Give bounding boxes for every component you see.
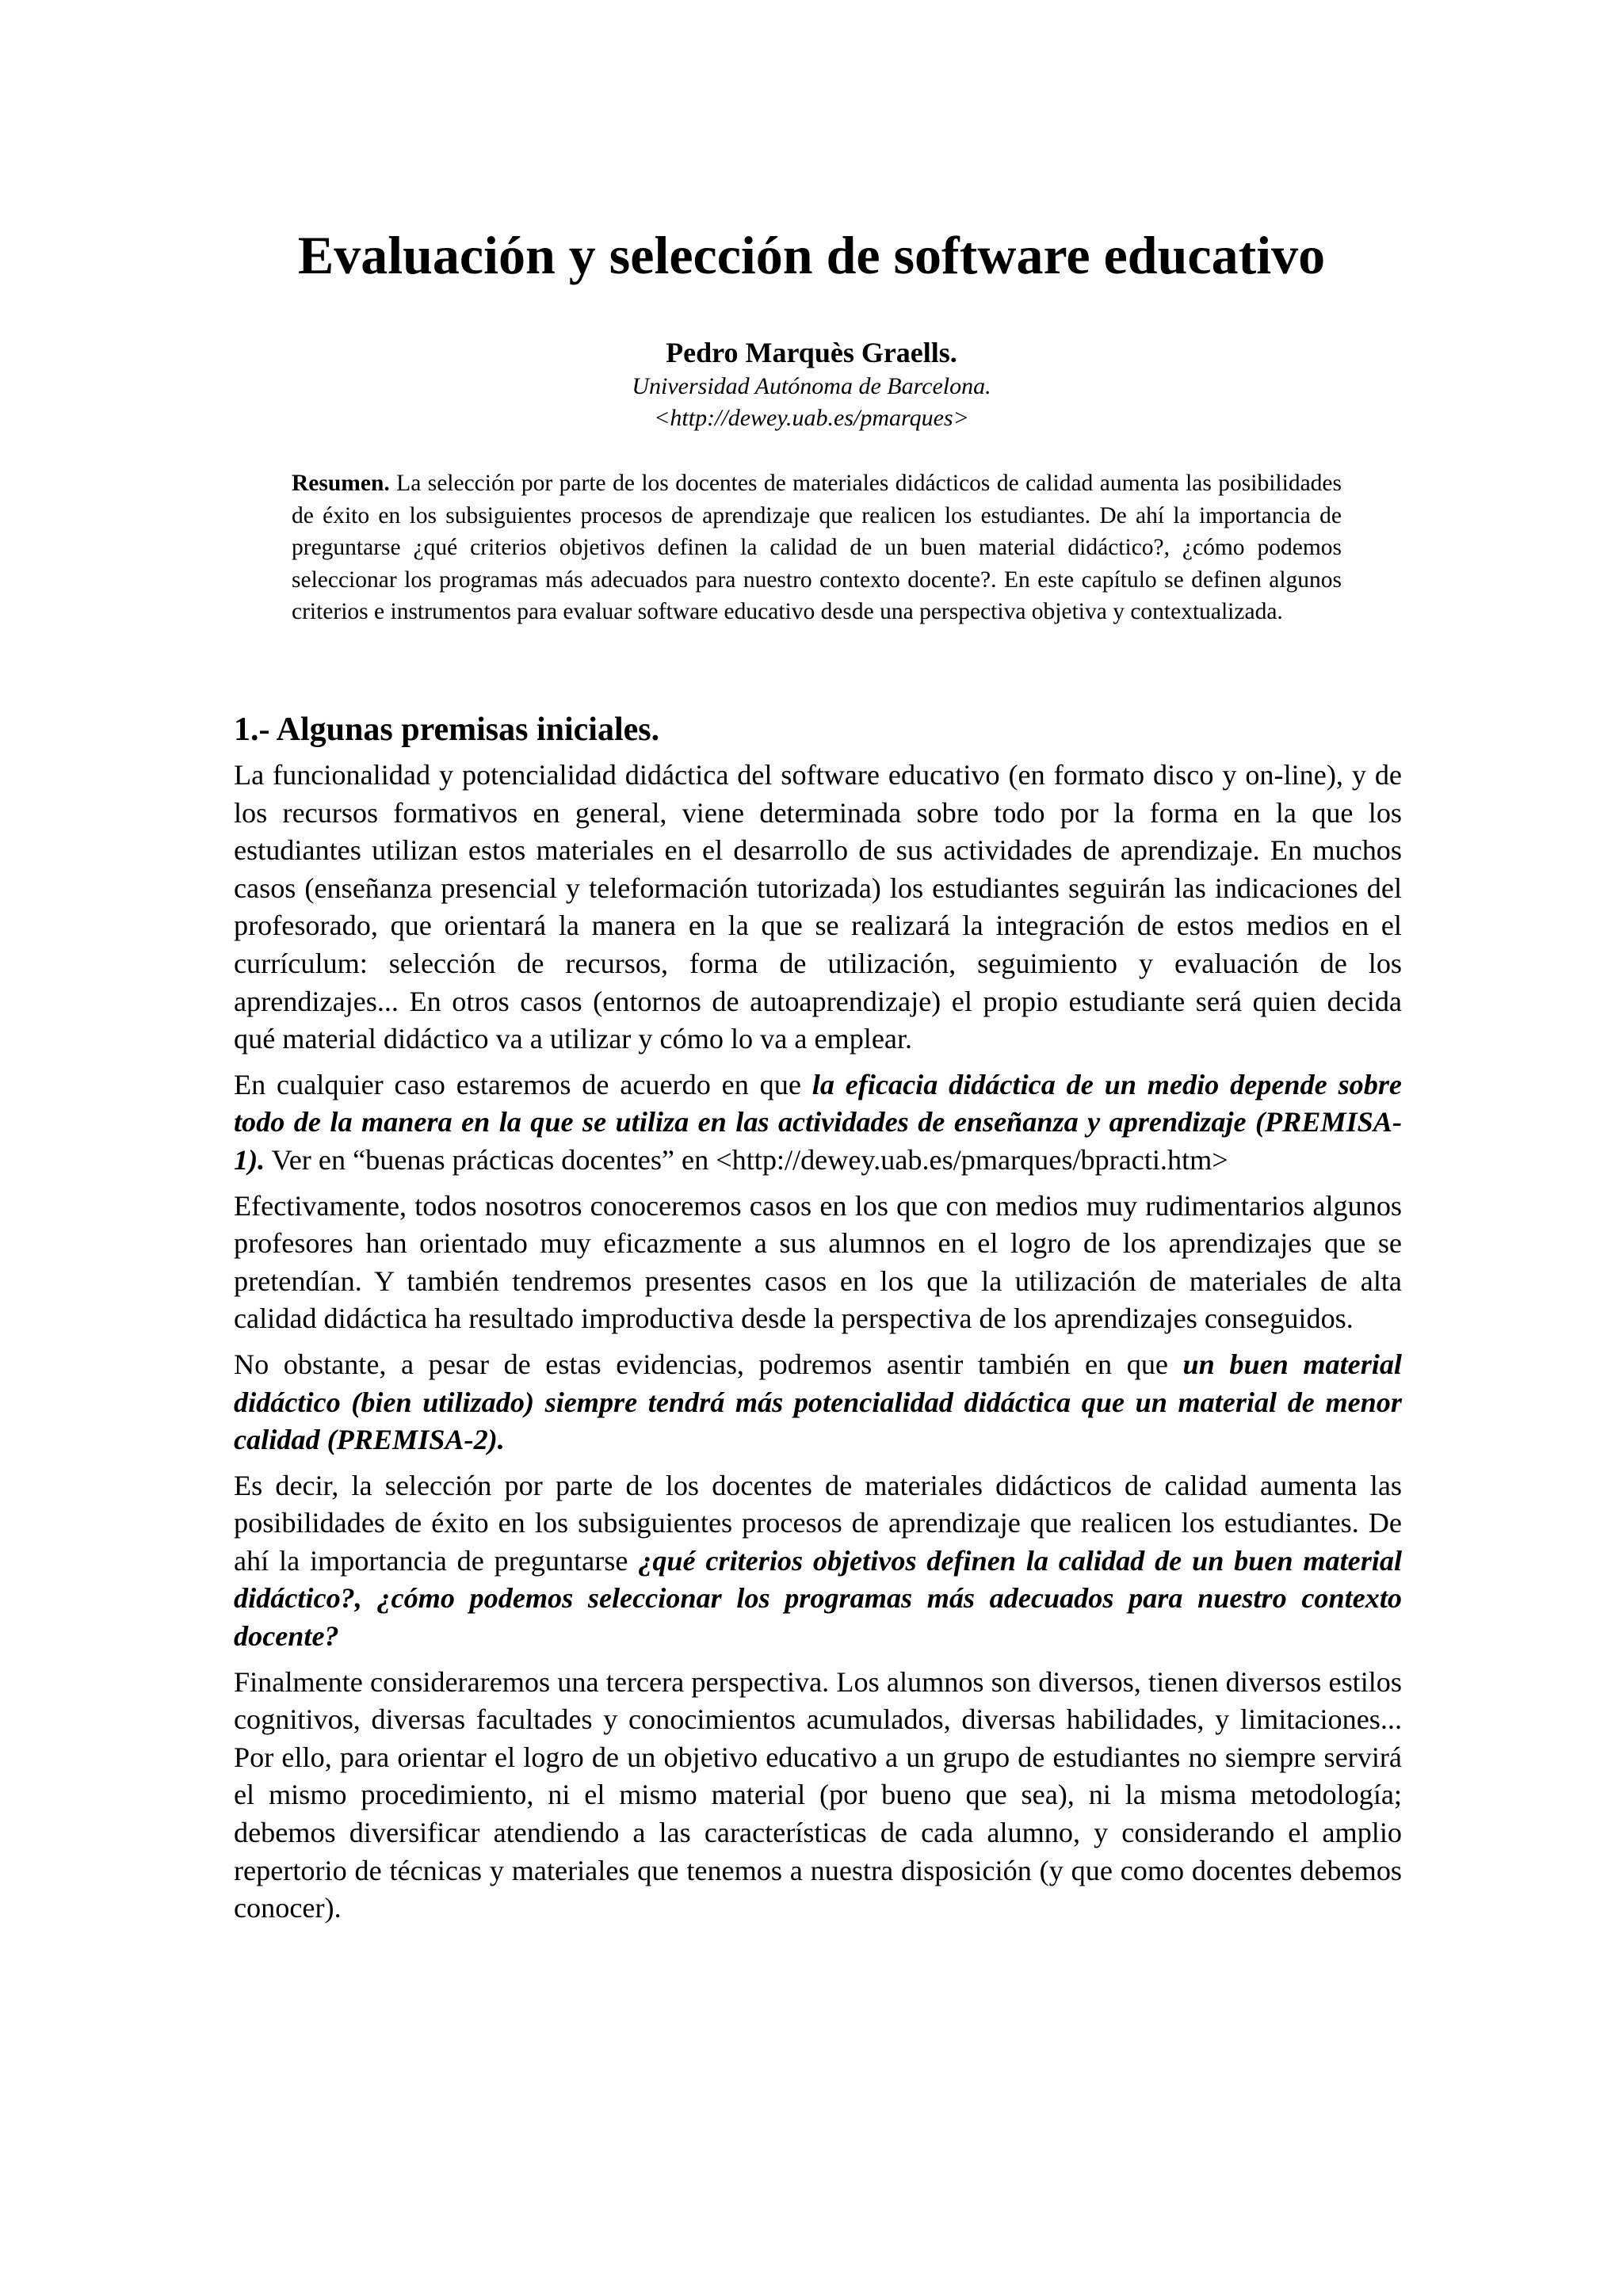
abstract-text: La selección por parte de los docentes de materiales didácticos de calidad aumenta las posibilidades de éxito en los subsiguientes procesos de aprendizaje que realicen los estudiantes. De ahí la importancia de preguntarse ¿qué criterios objetivos definen la calidad de un buen material didáctico?, ¿cómo podemos seleccionar los programas más adecuados para nuestro contexto docente?. En este capítulo se definen algunos criterios e instrumentos para evaluar software educativo desde una perspectiva objetiva y contextualizada. [292,471,1342,624]
premise-1-emphasis: la eficacia didáctica de un medio depende sobre todo de la manera en la que se utiliza en las actividades de enseñanza y aprendizaje (PREMISA-1). [234,1068,1402,1176]
paragraph-2-reference: Ver en “buenas prácticas docentes” en <http://dewey.uab.es/pmarques/bpracti.htm> [265,1143,1228,1176]
paragraph-4-intro: No obstante, a pesar de estas evidencias, podremos asentir también en que [234,1348,1183,1380]
paragraph-1: La funcionalidad y potencialidad didáctica del software educativo (en formato disco y on-line), y de los recursos formativos en general, viene determinada sobre todo por la forma en la que los estudiantes utilizan estos materiales en el desarrollo de sus actividades de aprendizaje. En muchos casos (enseñanza presencial y teleformación tutorizada) los estudiantes seguirán las indicaciones del profesorado, que orientará la manera en la que se realizará la integración de estos medios en el currículum: selección de recursos, forma de utilización, seguimiento y evaluación de los aprendizajes... En otros casos (entornos de autoaprendizaje) el propio estudiante será quien decida qué material didáctico va a utilizar y cómo lo va a emplear. [234,759,1402,1055]
author-affiliation: Universidad Autónoma de Barcelona. [632,373,991,399]
paragraph-3: Efectivamente, todos nosotros conoceremos casos en los que con medios muy rudimentarios algunos profesores han orientado muy eficazmente a sus alumnos en el logro de los aprendizajes que se pretendían. Y también tendremos presentes casos en los que la utilización de materiales de alta calidad didáctica ha resultado improductiva desde la perspectiva de los aprendizajes conseguidos. [234,1189,1402,1335]
document-title: Evaluación y selección de software educativo [297,225,1326,285]
abstract [292,467,1342,628]
paragraph-2 [234,1066,1402,1180]
paragraph-6: Finalmente consideraremos una tercera perspectiva. Los alumnos son diversos, tienen diversos estilos cognitivos, diversas facultades y conocimientos acumulados, diversas habilidades, y limitaciones... Por ello, para orientar el logro de un objetivo educativo a un grupo de estudiantes no siempre servirá el mismo procedimiento, ni el mismo material (por bueno que sea), ni la misma metodología; debemos diversificar atendiendo a las características de cada alumno, y considerando el amplio repertorio de técnicas y materiales que tenemos a nuestra disposición (y que como docentes debemos conocer). [234,1665,1402,1924]
author-block [0,334,1623,434]
author-name: Pedro Marquès Graells. [666,337,957,368]
author-url: <http://dewey.uab.es/pmarques> [654,405,969,431]
paragraph-5 [234,1467,1402,1656]
section-heading: 1.- Algunas premisas iniciales. [234,711,660,748]
premise-2-emphasis: un buen material didáctico (bien utilizado) siempre tendrá más potencialidad didáctica que un material de menor calidad (PREMISA-2). [234,1348,1402,1456]
section-body [234,757,1402,1936]
paragraph-4 [234,1346,1402,1459]
questions-emphasis: ¿qué criterios objetivos definen la calidad de un buen material didáctico?, ¿cómo podemos seleccionar los programas más adecuados para nuestro contexto docente? [234,1544,1403,1653]
paragraph-5-intro: Es decir, la selección por parte de los docentes de materiales didácticos de calidad aumenta las posibilidades de éxito en los subsiguientes procesos de aprendizaje que realicen los estudiantes. De ahí la importancia de preguntarse [234,1469,1402,1577]
paragraph-2-intro: En cualquier caso estaremos de acuerdo en que [234,1068,812,1100]
abstract-label: Resumen. [292,471,390,496]
